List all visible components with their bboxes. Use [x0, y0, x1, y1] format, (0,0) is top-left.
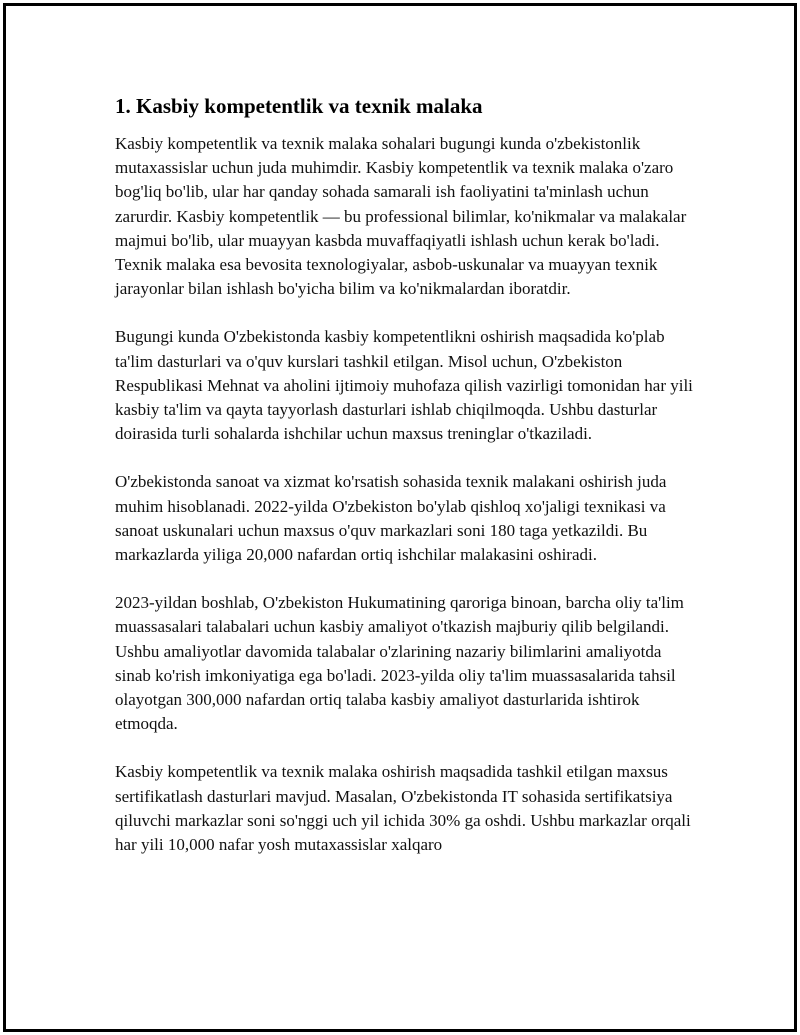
paragraph-3: O'zbekistonda sanoat va xizmat ko'rsatish sohasida texnik malakani oshirish juda muhim hisoblanadi. 2022-yilda O'zbekiston bo'ylab qishloq xo'jaligi texnikasi va sanoat uskunalari uchun maxsus o'quv markazlari soni 180 taga yetkazildi. Bu markazlarda yiliga 20,000 nafardan ortiq ishchilar malakasini oshiradi. [115, 472, 667, 565]
paragraph-4: 2023-yildan boshlab, O'zbekiston Hukumatining qaroriga binoan, barcha oliy ta'lim muassasalari talabalari uchun kasbiy amaliyot o'tkazish majburiy qilib belgilandi. Ushbu amaliyotlar davomida talabalar o'zlarining nazariy bilimlarini amaliyotda sinab ko'rish imkoniyatiga ega bo'ladi. 2023-yilda oliy ta'lim muassasalarida tahsil olayotgan 300,000 nafardan ortiq talaba kasbiy amaliyot dasturlarida ishtirok etmoqda. [115, 593, 684, 734]
paragraph-5: Kasbiy kompetentlik va texnik malaka oshirish maqsadida tashkil etilgan maxsus sertifikatlash dasturlari mavjud. Masalan, O'zbekistonda IT sohasida sertifikatsiya qiluvchi markazlar soni so'nggi uch yil ichida 30% ga oshdi. Ushbu markazlar orqali har yili 10,000 nafar yosh mutaxassislar xalqaro [115, 762, 691, 855]
section-heading: 1. Kasbiy kompetentlik va texnik malaka [115, 94, 483, 118]
paragraph-1: Kasbiy kompetentlik va texnik malaka sohalari bugungi kunda o'zbekistonlik mutaxassislar uchun juda muhimdir. Kasbiy kompetentlik va texnik malaka o'zaro bog'liq bo'lib, ular har qanday sohada samarali ish faoliyatini ta'minlash uchun zarurdir. Kasbiy kompetentlik — bu professional bilimlar, ko'nikmalar va malakalar majmui bo'lib, ular muayyan kasbda muvaffaqiyatli ishlash uchun kerak bo'ladi. Texnik malaka esa bevosita texnologiyalar, asbob-uskunalar va muayyan texnik jarayonlar bilan ishlash bo'yicha bilim va ko'nikmalardan iboratdir. [115, 134, 687, 299]
paragraph-2: Bugungi kunda O'zbekistonda kasbiy kompetentlikni oshirish maqsadida ko'plab ta'lim dasturlari va o'quv kurslari tashkil etilgan. Misol uchun, O'zbekiston Respublikasi Mehnat va aholini ijtimoiy muhofaza qilish vazirligi tomonidan har yili kasbiy ta'lim va qayta tayyorlash dasturlari ishlab chiqilmoqda. Ushbu dasturlar doirasida turli sohalarda ishchilar uchun maxsus treninglar o'tkaziladi. [115, 327, 693, 444]
document-body [115, 92, 695, 881]
